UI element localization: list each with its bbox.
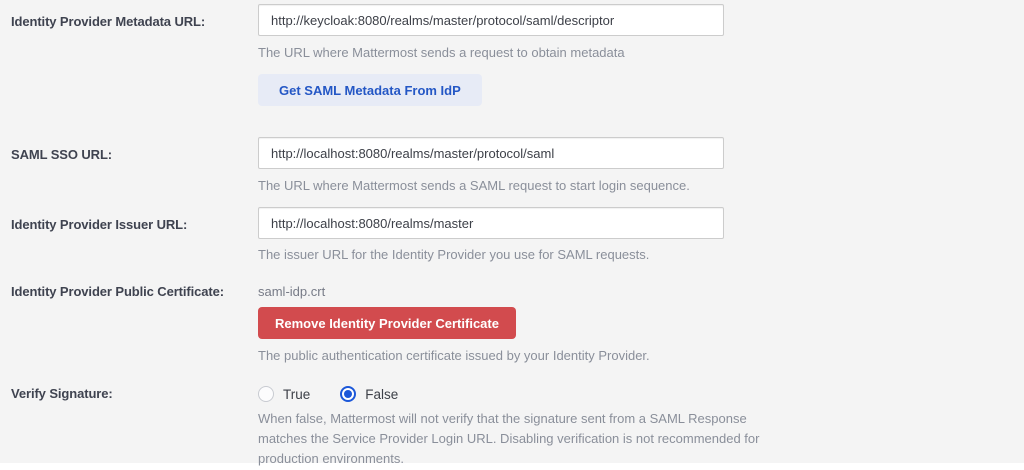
radio-selected-icon: [340, 386, 356, 402]
sso-url-label: SAML SSO URL:: [11, 147, 113, 162]
form-row-issuer-url: [0, 207, 1024, 265]
sso-url-help: The URL where Mattermost sends a SAML request to start login sequence.: [258, 178, 690, 193]
form-row-sso-url: [0, 137, 1024, 196]
sso-url-input[interactable]: [258, 137, 724, 169]
get-saml-metadata-button[interactable]: Get SAML Metadata From IdP: [258, 74, 482, 106]
metadata-url-help: The URL where Mattermost sends a request to obtain metadata: [258, 45, 625, 60]
verify-signature-help: When false, Mattermost will not verify that the signature sent from a SAML Response matches the Service Provider Login URL. Disabling verification is not recommended for production environments.: [258, 411, 760, 466]
verify-signature-radio-group: [258, 384, 1024, 404]
issuer-url-label: Identity Provider Issuer URL:: [11, 217, 188, 232]
public-certificate-help: The public authentication certificate issued by your Identity Provider.: [258, 348, 650, 363]
public-certificate-label: Identity Provider Public Certificate:: [11, 284, 225, 299]
verify-signature-label: Verify Signature:: [11, 386, 113, 401]
certificate-file-name: saml-idp.crt: [258, 284, 326, 299]
issuer-url-input[interactable]: [258, 207, 724, 239]
form-row-public-certificate: [0, 282, 1024, 366]
metadata-url-label: Identity Provider Metadata URL:: [11, 14, 206, 29]
radio-unselected-icon: [258, 386, 274, 402]
metadata-url-input[interactable]: [258, 4, 724, 36]
remove-idp-certificate-button[interactable]: Remove Identity Provider Certificate: [258, 307, 516, 339]
form-row-metadata-url: [0, 4, 1024, 106]
form-row-verify-signature: [0, 384, 1024, 469]
verify-signature-option-true[interactable]: True: [258, 386, 310, 402]
verify-signature-option-false[interactable]: False: [340, 386, 398, 402]
issuer-url-help: The issuer URL for the Identity Provider you use for SAML requests.: [258, 247, 650, 262]
